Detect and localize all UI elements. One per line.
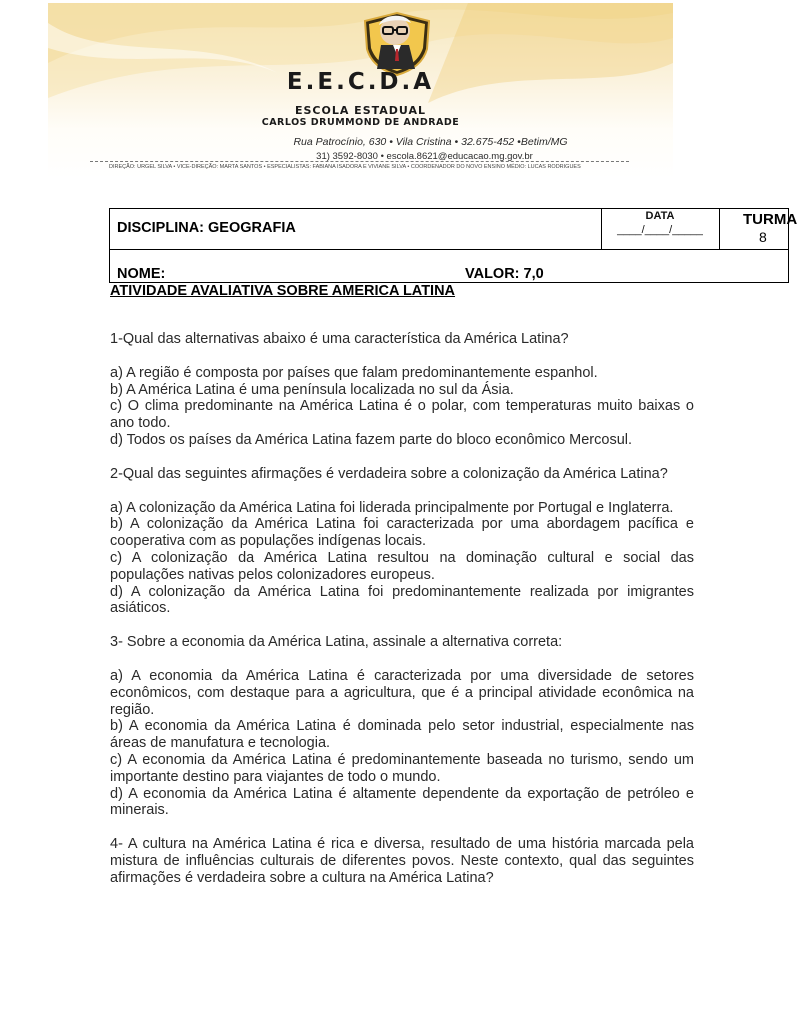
turma-label: TURMA [743,211,797,228]
question-3-option-b: b) A economia da América Latina é dominada pelo setor industrial, especialmente nas áreas de manufatura e tecnologia. [110,718,694,752]
question-1-option-d: d) Todos os países da América Latina fazem parte do bloco econômico Mercosul. [110,431,633,448]
school-staff-line: DIREÇÃO: URGEL SILVA • VICE-DIREÇÃO: MARTA SANTOS • ESPECIALISTAS: FABIANA ISADORA E VIVIANE SILVA • COORDENADOR DO NOVO ENSINO MÉDIO: LUCAS RODRIGUES [109,164,581,170]
exam-title: ATIVIDADE AVALIATIVA SOBRE AMERICA LATINA [110,283,456,299]
disciplina-label: DISCIPLINA: GEOGRAFIA [117,220,296,236]
disciplina-cell [110,209,602,249]
school-address: Rua Patrocínio, 630 • Vila Cristina • 32.675-452 •Betim/MG [293,136,568,148]
question-1-option-c: c) O clima predominante na América Latina é o polar, com temperaturas muito baixas o ano todo. [110,398,694,432]
question-4-text: 4- A cultura na América Latina é rica e diversa, resultado de uma história marcada pela mistura de influências culturais de diferentes povos. Neste contexto, qual das seguintes afirmações é verdadeira sobre a cultura na América Latina? [110,836,694,886]
school-name-line2: CARLOS DRUMMOND DE ANDRADE [261,117,460,128]
valor-label: VALOR: 7,0 [465,266,544,282]
question-3-option-a: a) A economia da América Latina é caracterizada por uma diversidade de setores econômicos, com destaque para a agricultura, que é a principal atividade econômica na região. [110,667,694,718]
name-field-label: NOME: [117,266,166,282]
header-row [110,209,797,250]
question-3-option-d: d) A economia da América Latina é altamente dependente da exportação de petróleo e minerais. [110,785,694,819]
question-2-option-a: a) A colonização da América Latina foi liderada principalmente por Portugal e Inglaterra. [110,499,674,516]
question-2-option-c: c) A colonização da América Latina resultou na dominação cultural e social das populações nativas pelos colonizadores europeus. [110,549,694,583]
question-2-option-b: b) A colonização da América Latina foi caracterizada por uma abordagem pacífica e cooperativa com as populações indígenas locais. [110,516,694,550]
question-2-option-d: d) A colonização da América Latina foi predominantemente realizada por imigrantes asiáticos. [110,583,694,617]
question-1-option-b: b) A América Latina é uma península localizada no sul da Ásia. [110,381,514,398]
school-contact: 31) 3592-8030 • escola.8621@educacao.mg.gov.br [316,151,533,162]
question-1-text: 1-Qual das alternativas abaixo é uma característica da América Latina? [110,331,569,347]
school-letterhead [48,3,673,179]
date-cell [601,209,720,249]
school-brand-logo-text: E.E.C.D.A [286,69,435,95]
exam-header-table [109,208,797,283]
school-name-line1: ESCOLA ESTADUAL [294,104,427,117]
date-blank-field[interactable]: ____/____/_____ [617,224,703,236]
turma-value: 8 [759,229,767,245]
question-3-option-c: c) A economia da América Latina é predominantemente baseada no turismo, sendo um importante destino para viajantes de todo o mundo. [110,751,694,785]
question-2-text: 2-Qual das seguintes afirmações é verdadeira sobre a colonização da América Latina? [110,465,668,482]
question-1-option-a: a) A região é composta por países que falam predominantemente espanhol. [110,364,598,381]
exam-body [110,282,694,887]
date-label: DATA [645,210,675,222]
question-3-text: 3- Sobre a economia da América Latina, assinale a alternativa correta: [110,634,563,651]
letterhead-divider [90,161,629,162]
turma-cell [720,209,797,249]
school-crest-logo [357,9,437,77]
